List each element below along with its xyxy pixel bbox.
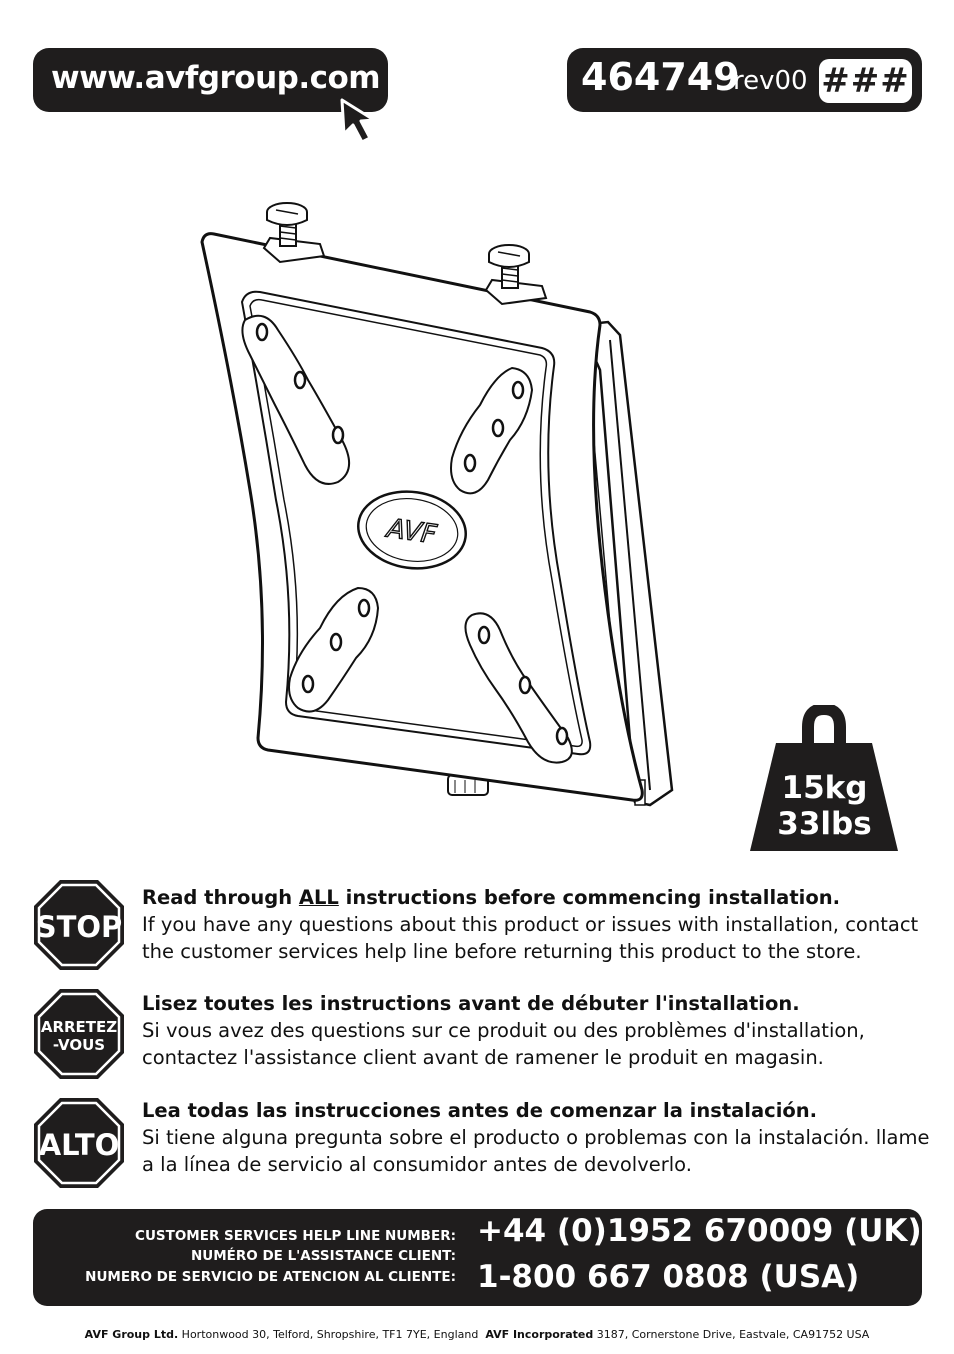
warning-french-body: Si vous avez des questions sur ce produit ou des problèmes d'installation, contactez l'assistance client avant de ramener le produit en magasin. xyxy=(142,1019,865,1069)
website-banner[interactable] xyxy=(33,48,388,112)
footer-us-company: AVF Incorporated xyxy=(485,1328,594,1341)
warning-english xyxy=(142,884,932,965)
arretez-sign-icon xyxy=(33,988,125,1080)
arretez-sign-text-line2: -VOUS xyxy=(52,1036,106,1054)
warning-french xyxy=(142,990,932,1071)
website-url[interactable]: www.avfgroup.com xyxy=(51,60,381,96)
arretez-sign-text-line1: ARRETEZ xyxy=(40,1018,118,1036)
wall-mount-illustration xyxy=(180,190,700,830)
warning-english-body: If you have any questions about this product or issues with installation, contact the customer services help line before returning this product to the store. xyxy=(142,913,919,963)
help-line-banner xyxy=(33,1209,922,1306)
screw-right xyxy=(486,245,546,304)
cursor-arrow-icon xyxy=(338,96,386,146)
weight-lbs: 33lbs xyxy=(777,806,872,842)
screw-left xyxy=(264,203,324,262)
warning-spanish xyxy=(142,1097,932,1178)
stop-sign-icon xyxy=(33,879,125,971)
phone-uk[interactable]: +44 (0)1952 670009 (UK) xyxy=(477,1213,922,1249)
warning-spanish-heading: Lea todas las instrucciones antes de comenzar la instalación. xyxy=(142,1099,818,1122)
stop-sign-text: STOP xyxy=(35,910,123,944)
avf-logo-text: AVF xyxy=(385,513,439,551)
product-code-banner xyxy=(567,48,922,112)
product-code: 464749 xyxy=(581,55,740,99)
warning-french-heading: Lisez toutes les instructions avant de débuter l'installation. xyxy=(142,992,800,1015)
footer-uk-company: AVF Group Ltd. xyxy=(84,1328,179,1341)
revision-label: rev00 xyxy=(733,66,808,96)
footer-us-address: 3187, Cornerstone Drive, Eastvale, CA91752 USA xyxy=(593,1328,870,1341)
help-label-fr: NUMÉRO DE L'ASSISTANCE CLIENT: xyxy=(190,1248,456,1264)
weight-kg: 15kg xyxy=(781,770,868,806)
warning-spanish-body: Si tiene alguna pregunta sobre el producto o problemas con la instalación. llame a la línea de servicio al consumidor antes de devolverlo. xyxy=(142,1126,930,1176)
footer-addresses xyxy=(0,1328,954,1341)
code-suffix-box: ### xyxy=(819,59,912,103)
alto-sign-icon xyxy=(33,1097,125,1189)
warning-english-heading: Read through ALL instructions before commencing installation. xyxy=(142,886,841,909)
footer-uk-address: Hortonwood 30, Telford, Shropshire, TF1 7YE, England xyxy=(178,1328,479,1341)
phone-usa[interactable]: 1-800 667 0808 (USA) xyxy=(477,1259,860,1295)
help-label-es: NUMERO DE SERVICIO DE ATENCION AL CLIENTE: xyxy=(85,1269,456,1285)
alto-sign-text: ALTO xyxy=(38,1128,120,1162)
help-label-en: CUSTOMER SERVICES HELP LINE NUMBER: xyxy=(135,1228,456,1244)
